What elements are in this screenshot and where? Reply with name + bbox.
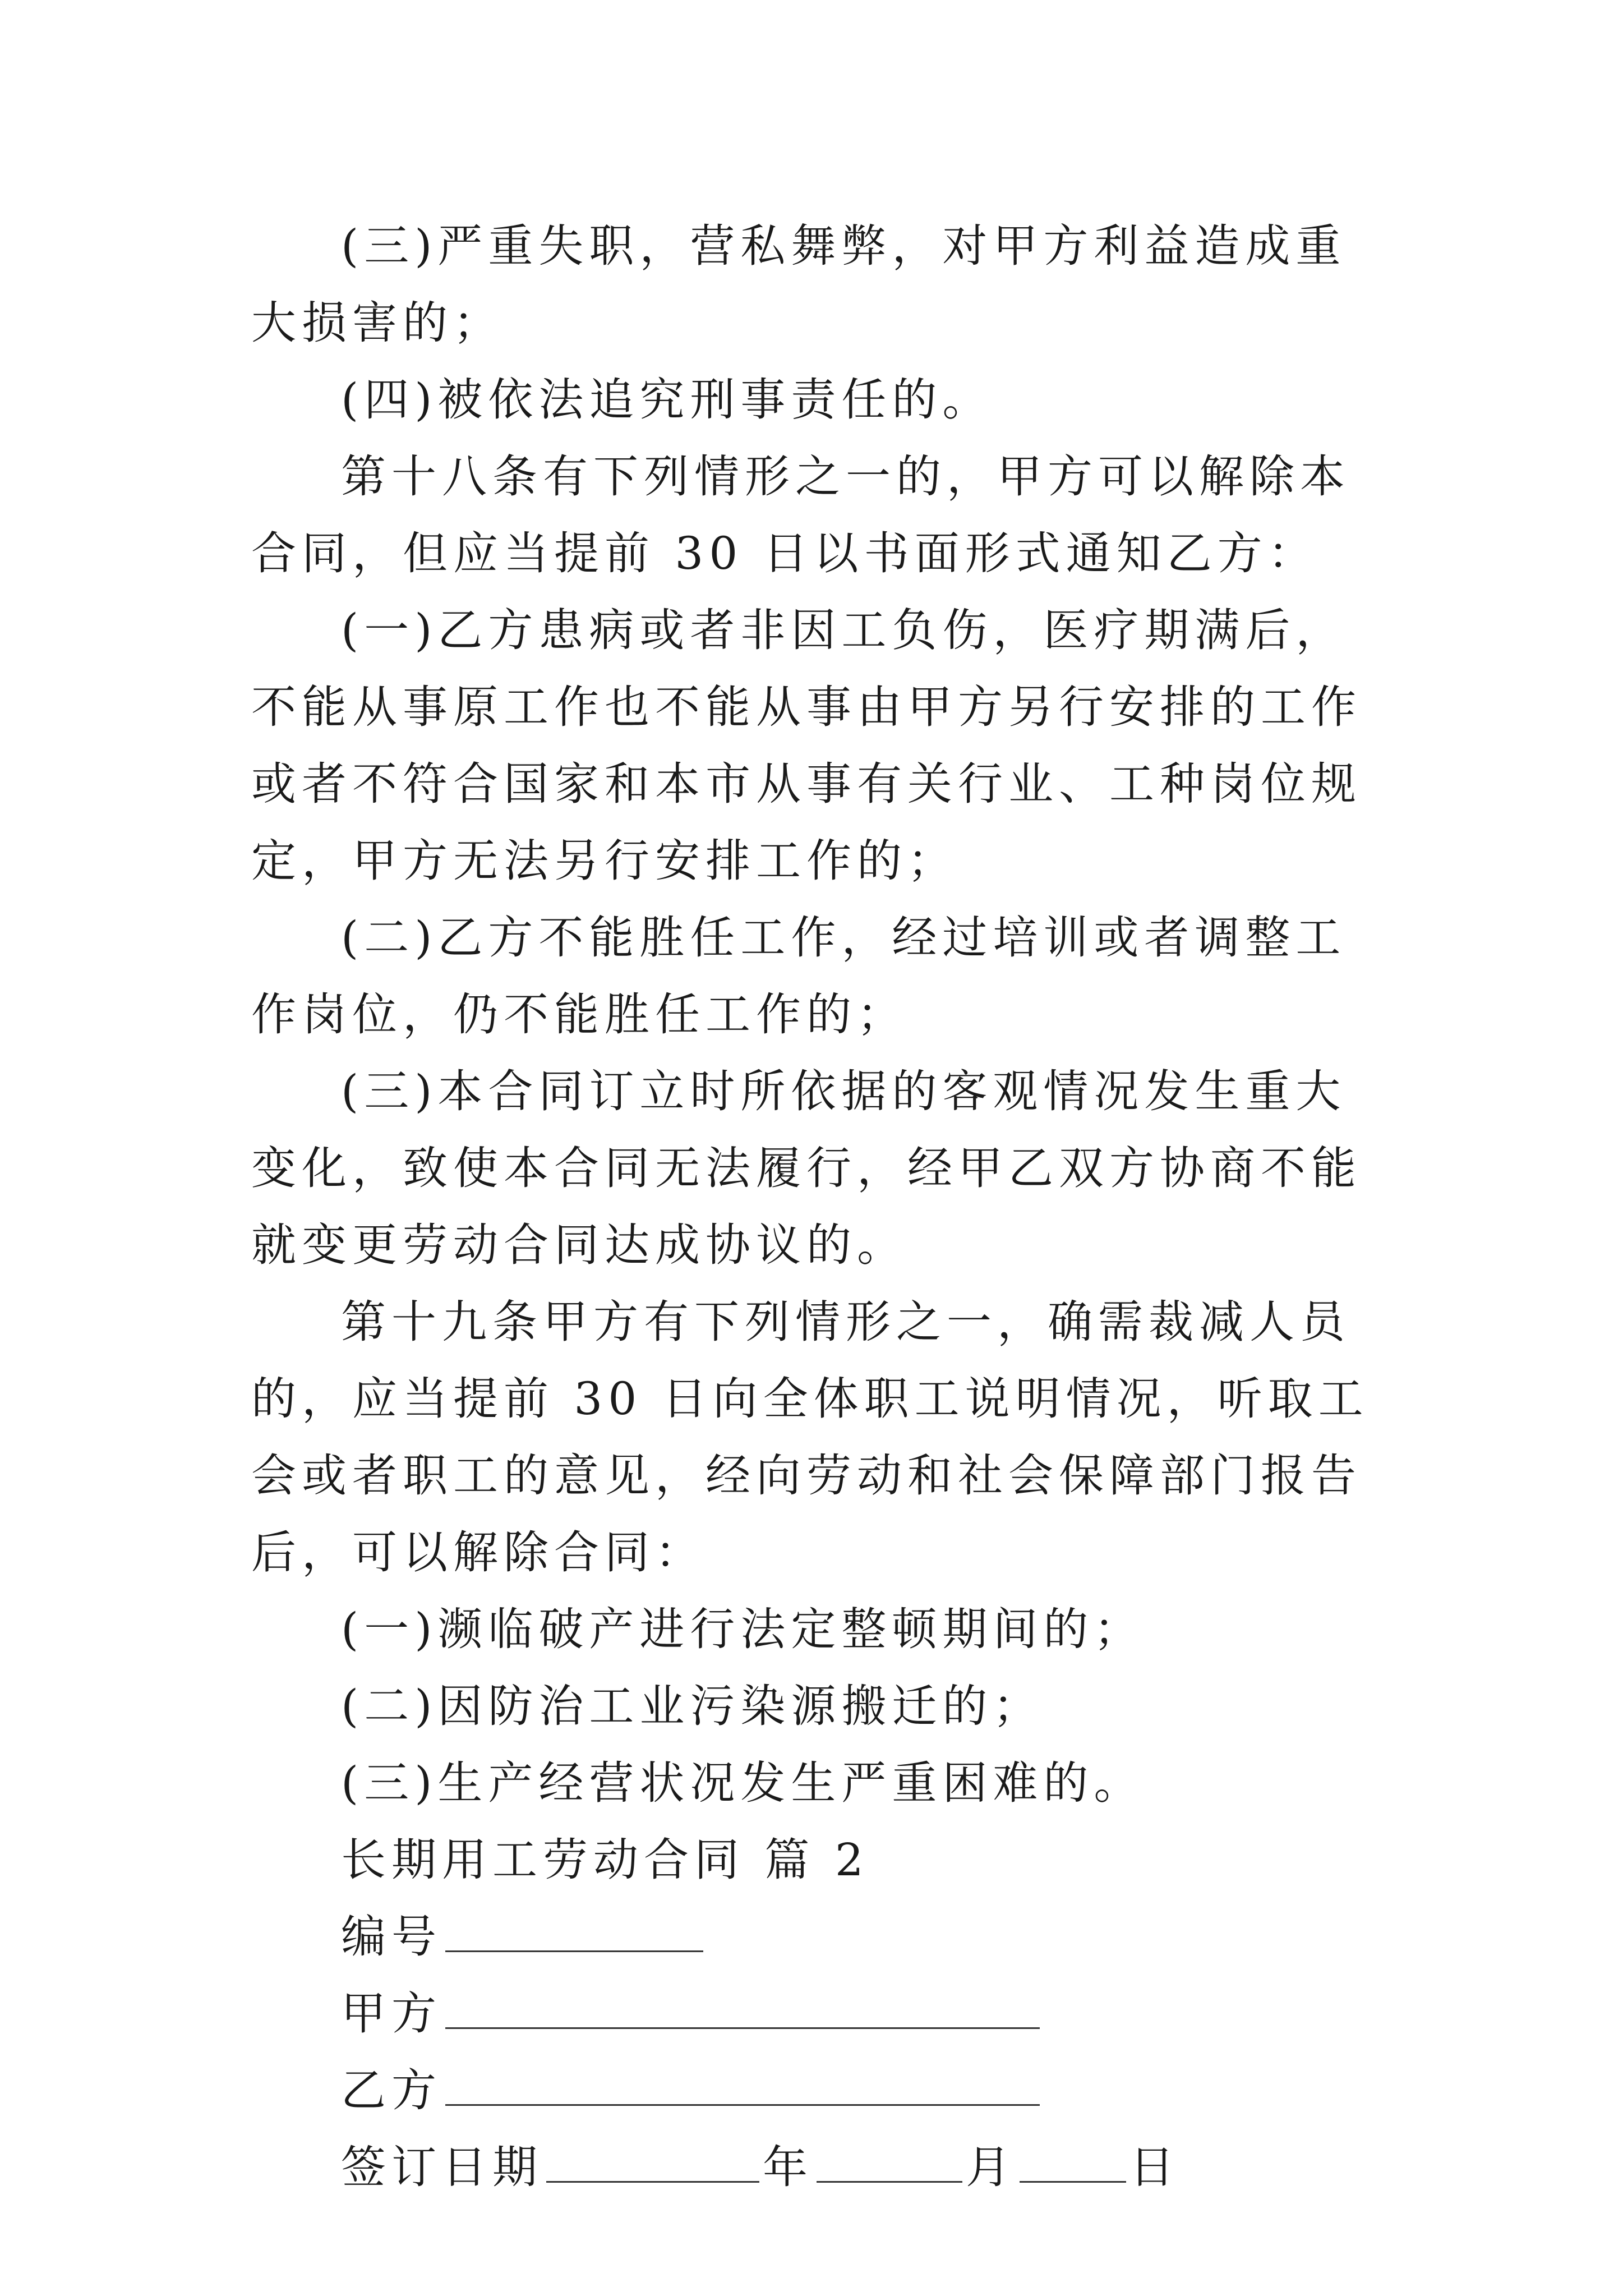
sign-year-blank <box>546 2144 759 2183</box>
document-body <box>251 208 1390 2206</box>
sign-date-label: 签订日期 <box>341 2141 543 2193</box>
day-label: 日 <box>1129 2141 1180 2193</box>
article-19-heading: 第十九条甲方有下列情形之一，确需裁减人员的，应当提前 30 日向全体职工说明情况，听取工会或者职工的意见，经向劳动和社会保障部门报告后，可以解除合同： <box>251 1296 1369 1579</box>
contract-number-blank <box>445 1913 703 1952</box>
article-19-item-3: (三)生产经营状况发生严重困难的。 <box>341 1757 1145 1809</box>
month-label: 月 <box>966 2141 1016 2193</box>
year-label: 年 <box>763 2141 813 2193</box>
sign-date-row <box>251 2129 1390 2206</box>
article-18-item-3: (三)本合同订立时所依据的客观情况发生重大变化，致使本合同无法履行，经甲乙双方协商不能就变更劳动合同达成协议的。 <box>251 1065 1362 1271</box>
article-18-item-1: (一)乙方患病或者非因工负伤，医疗期满后，不能从事原工作也不能从事由甲方另行安排的工作或者不符合国家和本市从事有关行业、工种岗位规定，甲方无法另行安排工作的； <box>251 604 1362 887</box>
party-b-label: 乙方 <box>341 2064 442 2116</box>
contract-section-title: 长期用工劳动合同 篇 2 <box>341 1834 869 1886</box>
sign-day-blank <box>1020 2144 1126 2183</box>
article-19-item-2: (二)因防治工业污染源搬迁的； <box>341 1680 1044 1732</box>
article-18-item-2: (二)乙方不能胜任工作，经过培训或者调整工作岗位，仍不能胜任工作的； <box>251 912 1347 1041</box>
clause-item-4-criminal: (四)被依法追究刑事责任的。 <box>341 374 993 426</box>
contract-number-label: 编号 <box>341 1911 442 1963</box>
party-a-label: 甲方 <box>341 1987 442 2040</box>
party-a-row <box>251 1975 1390 2052</box>
article-18-heading: 第十八条有下列情形之一的，甲方可以解除本合同，但应当提前 30 日以书面形式通知乙方： <box>251 450 1350 579</box>
party-a-blank <box>445 1990 1040 2029</box>
party-b-row <box>251 2052 1390 2129</box>
article-19-item-1: (一)濒临破产进行法定整顿期间的； <box>341 1603 1145 1655</box>
contract-number-row <box>251 1898 1390 1975</box>
clause-item-3-misconduct: (三)严重失职，营私舞弊，对甲方利益造成重大损害的； <box>251 220 1347 349</box>
sign-month-blank <box>817 2144 962 2183</box>
party-b-blank <box>445 2067 1040 2106</box>
